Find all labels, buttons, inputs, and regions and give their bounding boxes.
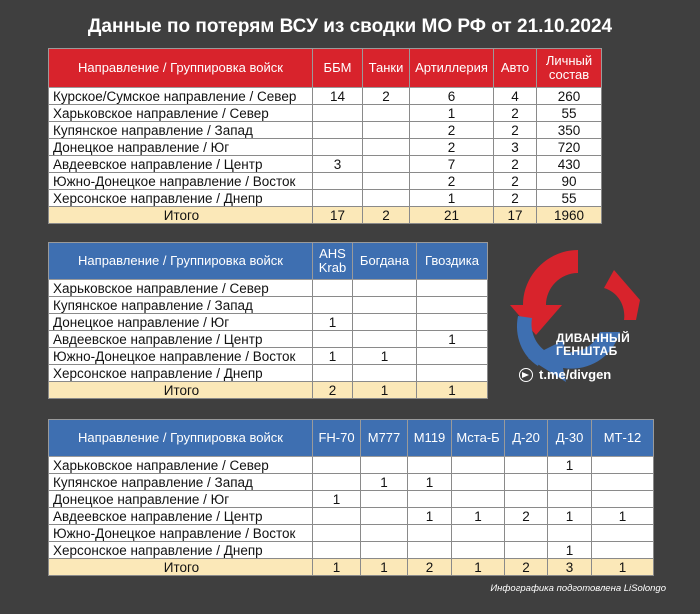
value-cell — [363, 122, 410, 139]
value-cell: 2 — [410, 173, 494, 190]
value-cell — [361, 457, 408, 474]
table-row — [49, 365, 488, 382]
column-header-direction: Направление / Группировка войск — [49, 420, 313, 457]
table-row — [49, 331, 488, 348]
value-cell — [452, 542, 505, 559]
value-cell — [452, 525, 505, 542]
losses-table-artillery-towed — [48, 419, 654, 576]
table-row — [49, 156, 602, 173]
value-cell: 1 — [361, 474, 408, 491]
total-value: 17 — [494, 207, 537, 224]
column-header: FH-70 — [313, 420, 361, 457]
value-cell: 1 — [548, 542, 592, 559]
value-cell: 3 — [494, 139, 537, 156]
column-header: Богдана — [353, 243, 417, 280]
direction-cell: Донецкое направление / Юг — [49, 491, 313, 508]
column-header: ББМ — [313, 49, 363, 88]
total-label: Итого — [49, 207, 313, 224]
value-cell — [408, 457, 452, 474]
value-cell — [408, 491, 452, 508]
table-row — [49, 474, 654, 491]
value-cell — [505, 542, 548, 559]
column-header: Мста-Б — [452, 420, 505, 457]
losses-table-artillery-sp — [48, 242, 488, 399]
total-value: 2 — [505, 559, 548, 576]
value-cell: 55 — [537, 105, 602, 122]
value-cell — [353, 280, 417, 297]
value-cell — [505, 525, 548, 542]
value-cell — [313, 190, 363, 207]
value-cell: 1 — [408, 474, 452, 491]
direction-cell: Южно-Донецкое направление / Восток — [49, 525, 313, 542]
direction-cell: Купянское направление / Запад — [49, 297, 313, 314]
direction-cell: Харьковское направление / Север — [49, 280, 313, 297]
column-header: M777 — [361, 420, 408, 457]
table-row — [49, 525, 654, 542]
value-cell — [363, 156, 410, 173]
value-cell — [592, 491, 654, 508]
value-cell — [353, 365, 417, 382]
value-cell: 1 — [408, 508, 452, 525]
credit-text: Инфографика подготовлена LiSolongo — [490, 583, 666, 594]
value-cell — [313, 474, 361, 491]
value-cell — [452, 474, 505, 491]
value-cell — [505, 457, 548, 474]
value-cell: 55 — [537, 190, 602, 207]
value-cell — [548, 525, 592, 542]
table-row — [49, 190, 602, 207]
direction-cell: Авдеевское направление / Центр — [49, 331, 313, 348]
value-cell — [592, 457, 654, 474]
value-cell: 2 — [494, 105, 537, 122]
value-cell: 1 — [313, 491, 361, 508]
column-header: МТ-12 — [592, 420, 654, 457]
total-row — [49, 382, 488, 399]
value-cell — [408, 542, 452, 559]
column-header: Д-30 — [548, 420, 592, 457]
table-row — [49, 508, 654, 525]
value-cell: 2 — [410, 122, 494, 139]
value-cell: 4 — [494, 88, 537, 105]
value-cell — [361, 525, 408, 542]
value-cell — [313, 297, 353, 314]
value-cell — [313, 105, 363, 122]
total-value: 1 — [592, 559, 654, 576]
table-row — [49, 88, 602, 105]
value-cell: 2 — [494, 173, 537, 190]
value-cell: 2 — [494, 190, 537, 207]
value-cell — [363, 139, 410, 156]
value-cell: 1 — [353, 348, 417, 365]
direction-cell: Харьковское направление / Север — [49, 457, 313, 474]
value-cell — [363, 190, 410, 207]
value-cell — [452, 457, 505, 474]
value-cell — [313, 365, 353, 382]
value-cell: 720 — [537, 139, 602, 156]
value-cell — [313, 122, 363, 139]
column-header: Артиллерия — [410, 49, 494, 88]
direction-cell: Херсонское направление / Днепр — [49, 190, 313, 207]
value-cell — [313, 331, 353, 348]
value-cell — [353, 297, 417, 314]
value-cell — [313, 457, 361, 474]
total-value: 1960 — [537, 207, 602, 224]
value-cell — [361, 491, 408, 508]
value-cell — [313, 280, 353, 297]
total-value: 1 — [417, 382, 488, 399]
value-cell — [313, 542, 361, 559]
value-cell — [417, 365, 488, 382]
telegram-icon — [519, 368, 533, 382]
value-cell — [505, 474, 548, 491]
losses-table-main — [48, 48, 602, 224]
value-cell: 1 — [452, 508, 505, 525]
total-label: Итого — [49, 559, 313, 576]
value-cell — [363, 105, 410, 122]
value-cell: 260 — [537, 88, 602, 105]
table-row — [49, 542, 654, 559]
table-row — [49, 280, 488, 297]
value-cell: 1 — [313, 314, 353, 331]
value-cell: 7 — [410, 156, 494, 173]
value-cell: 1 — [548, 457, 592, 474]
total-value: 21 — [410, 207, 494, 224]
direction-cell: Донецкое направление / Юг — [49, 314, 313, 331]
value-cell — [548, 491, 592, 508]
table-row — [49, 139, 602, 156]
table-row — [49, 105, 602, 122]
direction-cell: Южно-Донецкое направление / Восток — [49, 348, 313, 365]
direction-cell: Херсонское направление / Днепр — [49, 365, 313, 382]
value-cell — [592, 525, 654, 542]
column-header-direction: Направление / Группировка войск — [49, 243, 313, 280]
value-cell: 6 — [410, 88, 494, 105]
direction-cell: Курское/Сумское направление / Север — [49, 88, 313, 105]
total-value: 1 — [353, 382, 417, 399]
column-header: M119 — [408, 420, 452, 457]
page-title: Данные по потерям ВСУ из сводки МО РФ от 21.10.2024 — [87, 16, 613, 37]
value-cell: 2 — [494, 122, 537, 139]
value-cell — [361, 508, 408, 525]
red-arrow-shape-right — [604, 270, 640, 320]
value-cell — [313, 508, 361, 525]
total-value: 2 — [363, 207, 410, 224]
total-value: 1 — [313, 559, 361, 576]
value-cell: 1 — [548, 508, 592, 525]
column-header-direction: Направление / Группировка войск — [49, 49, 313, 88]
value-cell: 14 — [313, 88, 363, 105]
column-header: Д-20 — [505, 420, 548, 457]
column-header: Личный состав — [537, 49, 602, 88]
value-cell — [417, 297, 488, 314]
value-cell — [361, 542, 408, 559]
total-row — [49, 207, 602, 224]
table-row — [49, 173, 602, 190]
value-cell — [452, 491, 505, 508]
value-cell — [592, 542, 654, 559]
total-value: 1 — [452, 559, 505, 576]
direction-cell: Авдеевское направление / Центр — [49, 508, 313, 525]
table-row — [49, 122, 602, 139]
value-cell: 1 — [410, 105, 494, 122]
value-cell: 90 — [537, 173, 602, 190]
column-header: Гвоздика — [417, 243, 488, 280]
table-row — [49, 457, 654, 474]
value-cell: 2 — [363, 88, 410, 105]
value-cell — [313, 139, 363, 156]
value-cell: 3 — [313, 156, 363, 173]
column-header: Авто — [494, 49, 537, 88]
total-value: 2 — [408, 559, 452, 576]
value-cell — [417, 280, 488, 297]
table-row — [49, 297, 488, 314]
value-cell: 2 — [410, 139, 494, 156]
value-cell: 2 — [494, 156, 537, 173]
table-row — [49, 491, 654, 508]
value-cell: 1 — [417, 331, 488, 348]
value-cell: 1 — [592, 508, 654, 525]
table-row — [49, 314, 488, 331]
value-cell — [548, 474, 592, 491]
total-row — [49, 559, 654, 576]
value-cell: 350 — [537, 122, 602, 139]
total-value: 3 — [548, 559, 592, 576]
table-row — [49, 348, 488, 365]
logo-wordmark: ДИВАННЫЙ ГЕНШТАБ — [556, 331, 631, 358]
direction-cell: Южно-Донецкое направление / Восток — [49, 173, 313, 190]
value-cell: 1 — [410, 190, 494, 207]
direction-cell: Донецкое направление / Юг — [49, 139, 313, 156]
direction-cell: Купянское направление / Запад — [49, 122, 313, 139]
column-header: AHS Krab — [313, 243, 353, 280]
column-header: Танки — [363, 49, 410, 88]
value-cell — [417, 314, 488, 331]
value-cell: 1 — [313, 348, 353, 365]
telegram-link[interactable]: t.me/divgen — [519, 367, 611, 382]
total-value: 17 — [313, 207, 363, 224]
value-cell — [353, 314, 417, 331]
value-cell — [505, 491, 548, 508]
total-value: 2 — [313, 382, 353, 399]
value-cell: 430 — [537, 156, 602, 173]
value-cell — [592, 474, 654, 491]
value-cell — [313, 173, 363, 190]
direction-cell: Авдеевское направление / Центр — [49, 156, 313, 173]
value-cell — [313, 525, 361, 542]
direction-cell: Харьковское направление / Север — [49, 105, 313, 122]
value-cell — [363, 173, 410, 190]
value-cell — [417, 348, 488, 365]
direction-cell: Купянское направление / Запад — [49, 474, 313, 491]
value-cell — [353, 331, 417, 348]
total-value: 1 — [361, 559, 408, 576]
value-cell — [408, 525, 452, 542]
direction-cell: Херсонское направление / Днепр — [49, 542, 313, 559]
value-cell: 2 — [505, 508, 548, 525]
total-label: Итого — [49, 382, 313, 399]
